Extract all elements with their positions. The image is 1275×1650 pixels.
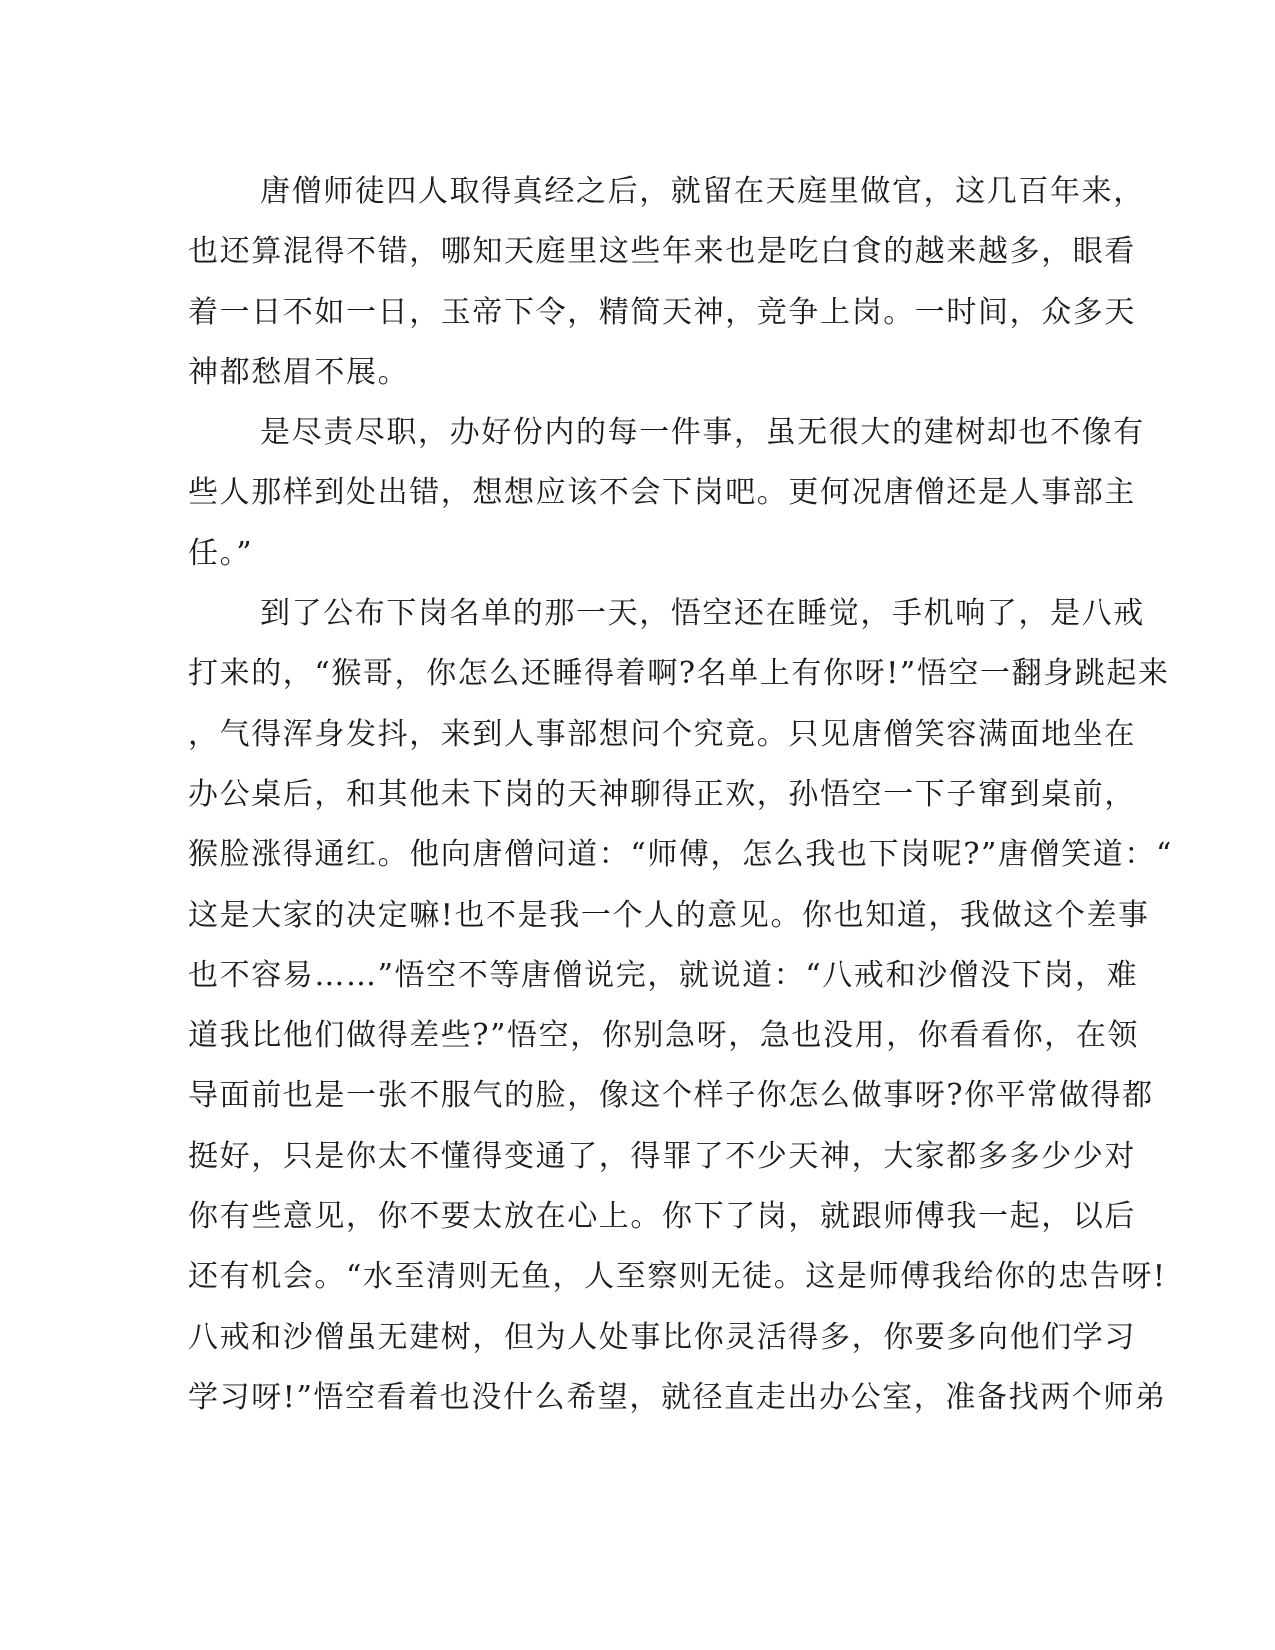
text-line: 道我比他们做得差些?”悟空，你别急呀，急也没用，你看看你，在领 [188,1018,1140,1054]
text-line: 唐僧师徒四人取得真经之后，就留在天庭里做官，这几百年来， [260,174,1145,209]
text-line: 也还算混得不错，哪知天庭里这些年来也是吃白食的越来越多，眼看 [188,234,1136,270]
text-line: 办公桌后，和其他未下岗的天神聊得正欢，孙悟空一下子窜到桌前， [188,776,1136,812]
text-line: 导面前也是一张不服气的脸，像这个样子你怎么做事呀?你平常做得都 [188,1078,1154,1114]
text-line: 打来的，“猴哥，你怎么还睡得着啊?名单上有你呀!”悟空一翻身跳起来 [188,656,1170,692]
text-line: 学习呀!”悟空看着也没什么希望，就径直走出办公室，准备找两个师弟 [188,1379,1167,1415]
text-line: 这是大家的决定嘛!也不是我一个人的意见。你也知道，我做这个差事 [188,897,1150,933]
text-line: 些人那样到处出错，想想应该不会下岗吧。更何况唐僧还是人事部主 [188,475,1136,511]
body-text [188,162,1173,1428]
text-line: 神都愁眉不展。 [188,354,410,390]
text-line: 是尽责尽职，办好份内的每一件事，虽无很大的建树却也不像有 [260,415,1145,451]
text-line: 你有些意见，你不要太放在心上。你下了岗，就跟师傅我一起，以后 [188,1199,1136,1235]
text-line: 也不容易……”悟空不等唐僧说完，就说道：“八戒和沙僧没下岗，难 [188,957,1139,993]
text-line: 着一日不如一日，玉帝下令，精简天神，竞争上岗。一时间，众多天 [188,294,1136,330]
text-line: 猴脸涨得通红。他向唐僧问道：“师傅，怎么我也下岗呢?”唐僧笑道：“ [188,837,1173,873]
text-line: 八戒和沙僧虽无建树，但为人处事比你灵活得多，你要多向他们学习 [188,1319,1136,1355]
text-line: 还有机会。“水至清则无鱼，人至察则无徒。这是师傅我给你的忠告呀! [188,1259,1167,1295]
text-line: ，气得浑身发抖，来到人事部想问个究竟。只见唐僧笑容满面地坐在 [188,716,1136,752]
text-line: 任。” [188,535,254,571]
text-line: 挺好，只是你太不懂得变通了，得罪了不少天神，大家都多多少少对 [188,1138,1136,1174]
text-line: 到了公布下岗名单的那一天，悟空还在睡觉，手机响了，是八戒 [260,596,1145,632]
